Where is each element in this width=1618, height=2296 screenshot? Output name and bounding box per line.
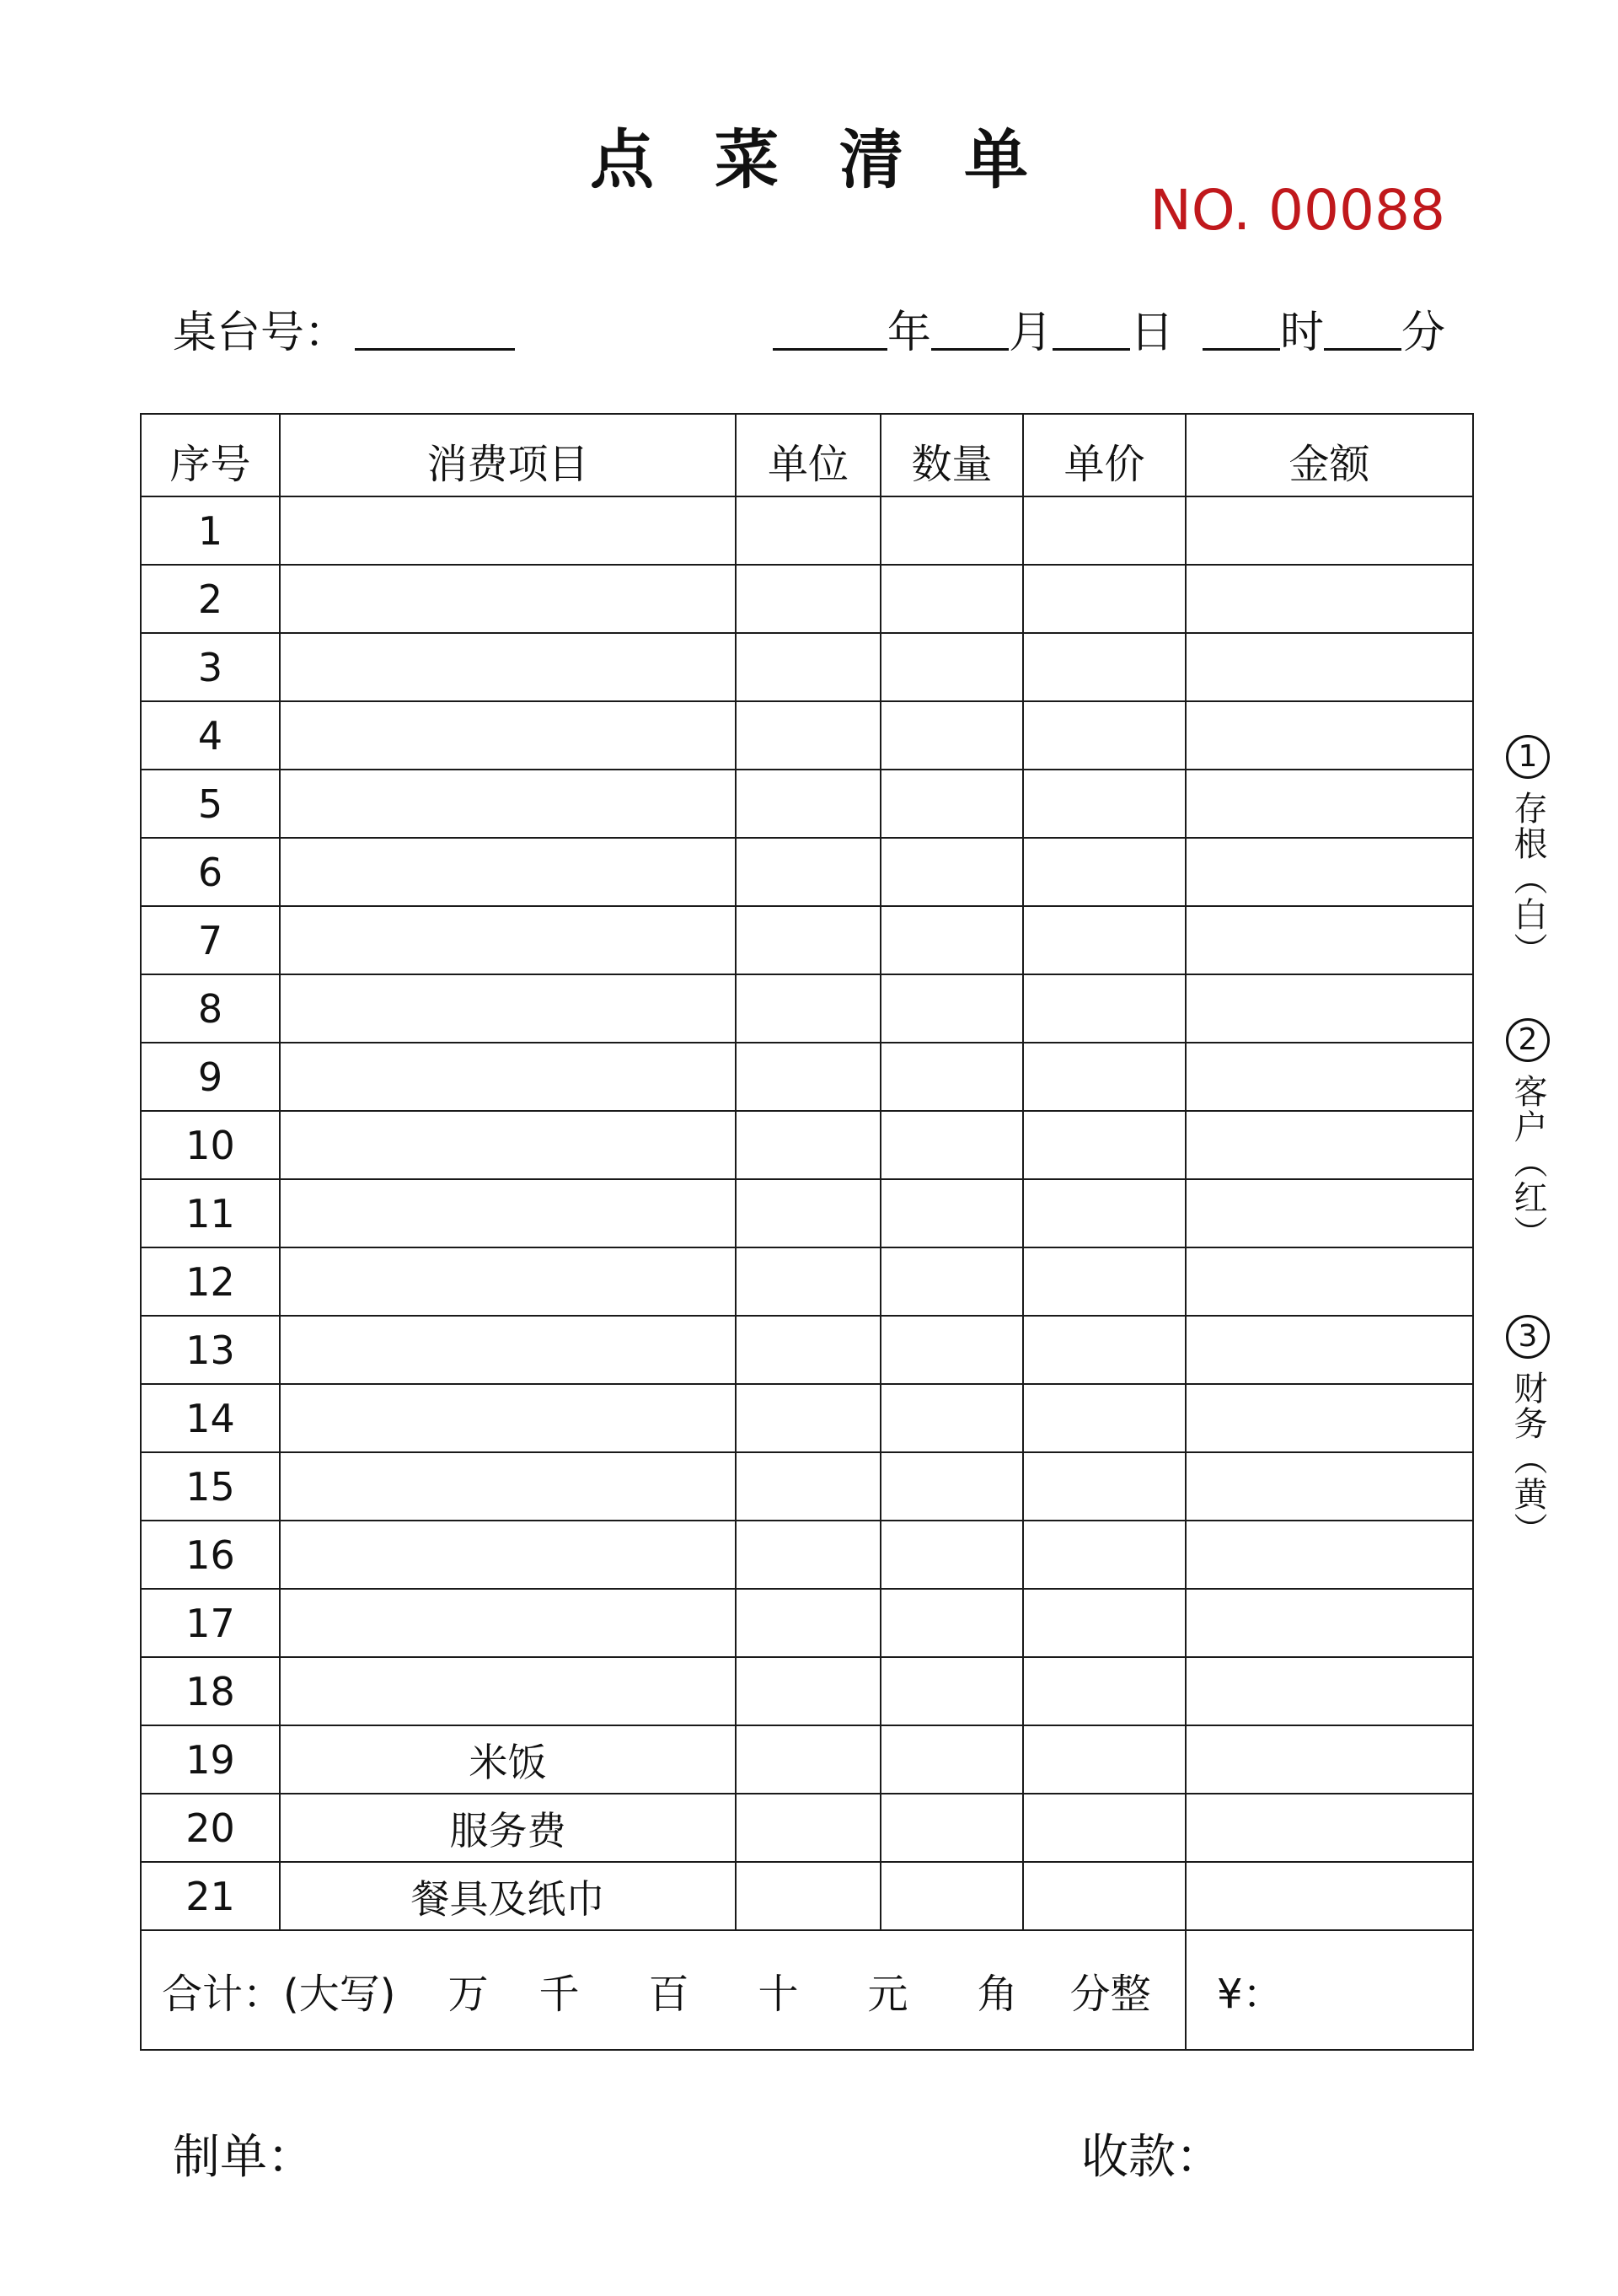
day-unit: 日 (1129, 308, 1174, 358)
price-cell[interactable] (1023, 1111, 1186, 1179)
table-row (141, 1179, 1473, 1247)
quantity-cell[interactable] (881, 1111, 1023, 1179)
no-cell: 17 (141, 1589, 280, 1657)
table-row (141, 1043, 1473, 1111)
table-row (141, 1521, 1473, 1589)
minute-blank[interactable] (1324, 301, 1401, 351)
unit-cell[interactable] (736, 565, 881, 633)
price-cell[interactable] (1023, 1384, 1186, 1452)
quantity-cell[interactable] (881, 770, 1023, 838)
unit-cell[interactable] (736, 838, 881, 906)
item-cell[interactable] (280, 1452, 736, 1521)
table-row (141, 1794, 1473, 1862)
unit-cell[interactable] (736, 496, 881, 565)
no-cell: 4 (141, 701, 280, 770)
table-row (141, 906, 1473, 974)
amount-cell[interactable] (1186, 496, 1473, 565)
quantity-cell[interactable] (881, 906, 1023, 974)
unit-cell[interactable] (736, 701, 881, 770)
table-number-blank[interactable] (355, 301, 515, 351)
item-cell[interactable] (280, 770, 736, 838)
column-header-item: 消费项目 (280, 414, 736, 496)
quantity-cell[interactable] (881, 1794, 1023, 1862)
no-cell: 7 (141, 906, 280, 974)
unit-bai: 百 (648, 1970, 689, 2018)
price-cell[interactable] (1023, 1725, 1186, 1794)
price-cell[interactable] (1023, 1794, 1186, 1862)
column-header-price: 单价 (1023, 414, 1186, 496)
amount-cell[interactable] (1186, 1521, 1473, 1589)
column-header-unit: 单位 (736, 414, 881, 496)
amount-cell[interactable] (1186, 1111, 1473, 1179)
copy-2-number: 2 (1506, 1018, 1550, 1062)
item-cell[interactable]: 服务费 (280, 1794, 736, 1862)
no-cell: 1 (141, 496, 280, 565)
item-cell[interactable] (280, 1384, 736, 1452)
column-header-no: 序号 (141, 414, 280, 496)
year-blank[interactable] (773, 301, 887, 351)
table-row (141, 565, 1473, 633)
table-row (141, 1452, 1473, 1521)
unit-jiao: 角 (977, 1970, 1018, 2018)
price-cell[interactable] (1023, 1316, 1186, 1384)
order-table (140, 413, 1474, 2051)
amount-cell[interactable] (1186, 1725, 1473, 1794)
quantity-cell[interactable] (881, 1316, 1023, 1384)
table-row (141, 770, 1473, 838)
unit-cell[interactable] (736, 633, 881, 701)
table-row (141, 633, 1473, 701)
unit-cell[interactable] (736, 1316, 881, 1384)
table-number-label: 桌台号： (173, 308, 349, 358)
hour-unit: 时 (1279, 308, 1324, 358)
no-cell: 20 (141, 1794, 280, 1862)
table-row (141, 1657, 1473, 1725)
unit-cell[interactable] (736, 1794, 881, 1862)
amount-cell[interactable] (1186, 1452, 1473, 1521)
quantity-cell[interactable] (881, 496, 1023, 565)
quantity-cell[interactable] (881, 701, 1023, 770)
price-cell[interactable] (1023, 633, 1186, 701)
no-cell: 18 (141, 1657, 280, 1725)
price-cell[interactable] (1023, 974, 1186, 1043)
amount-cell[interactable] (1186, 838, 1473, 906)
unit-shi: 十 (758, 1970, 799, 2018)
unit-qian: 千 (538, 1970, 580, 2018)
copy-1 (1498, 735, 1557, 968)
item-cell[interactable] (280, 838, 736, 906)
unit-cell[interactable] (736, 770, 881, 838)
quantity-cell[interactable] (881, 1179, 1023, 1247)
table-row (141, 1111, 1473, 1179)
table-row (141, 1589, 1473, 1657)
table-row (141, 496, 1473, 565)
amount-cell[interactable] (1186, 1589, 1473, 1657)
total-amount-cell[interactable] (1186, 1930, 1473, 2050)
item-cell[interactable] (280, 496, 736, 565)
year-unit: 年 (887, 308, 931, 358)
item-cell[interactable] (280, 1247, 736, 1316)
table-row (141, 1725, 1473, 1794)
price-cell[interactable] (1023, 838, 1186, 906)
table-row (141, 1384, 1473, 1452)
price-cell[interactable] (1023, 1043, 1186, 1111)
quantity-cell[interactable] (881, 1384, 1023, 1452)
item-cell[interactable] (280, 1043, 736, 1111)
price-cell[interactable] (1023, 496, 1186, 565)
quantity-cell[interactable] (881, 1725, 1023, 1794)
quantity-cell[interactable] (881, 633, 1023, 701)
price-cell[interactable] (1023, 1452, 1186, 1521)
amount-cell[interactable] (1186, 770, 1473, 838)
quantity-cell[interactable] (881, 565, 1023, 633)
amount-cell[interactable] (1186, 906, 1473, 974)
quantity-cell[interactable] (881, 1589, 1023, 1657)
unit-cell[interactable] (736, 1862, 881, 1930)
item-cell[interactable] (280, 1179, 736, 1247)
table-header-row (141, 414, 1473, 496)
quantity-cell[interactable] (881, 838, 1023, 906)
price-cell[interactable] (1023, 770, 1186, 838)
unit-cell[interactable] (736, 1043, 881, 1111)
table-row (141, 701, 1473, 770)
minute-unit: 分 (1401, 308, 1445, 358)
no-cell: 11 (141, 1179, 280, 1247)
unit-cell[interactable] (736, 1657, 881, 1725)
price-cell[interactable] (1023, 1589, 1186, 1657)
amount-cell[interactable] (1186, 1316, 1473, 1384)
no-cell: 13 (141, 1316, 280, 1384)
quantity-cell[interactable] (881, 1521, 1023, 1589)
unit-cell[interactable] (736, 974, 881, 1043)
yen-label: ¥： (1217, 1970, 1283, 2018)
item-cell[interactable] (280, 1521, 736, 1589)
no-cell: 10 (141, 1111, 280, 1179)
amount-cell[interactable] (1186, 1179, 1473, 1247)
table-row (141, 974, 1473, 1043)
unit-cell[interactable] (736, 1452, 881, 1521)
item-cell[interactable] (280, 1589, 736, 1657)
table-row (141, 1316, 1473, 1384)
copy-3-number: 3 (1506, 1315, 1550, 1359)
price-cell[interactable] (1023, 701, 1186, 770)
table-number-field (173, 299, 515, 367)
price-cell[interactable] (1023, 906, 1186, 974)
hour-blank[interactable] (1203, 301, 1280, 351)
unit-cell[interactable] (736, 1725, 881, 1794)
unit-fen-zheng: 分整 (1069, 1970, 1151, 2018)
copy-1-label: 存根（白） (1508, 791, 1547, 968)
quantity-cell[interactable] (881, 1452, 1023, 1521)
amount-cell[interactable] (1186, 565, 1473, 633)
maker-label: 制单： (173, 2130, 314, 2185)
day-blank[interactable] (1053, 301, 1130, 351)
item-cell[interactable] (280, 1657, 736, 1725)
quantity-cell[interactable] (881, 1862, 1023, 1930)
unit-cell[interactable] (736, 1247, 881, 1316)
quantity-cell[interactable] (881, 1043, 1023, 1111)
item-cell[interactable] (280, 906, 736, 974)
price-cell[interactable] (1023, 1179, 1186, 1247)
copy-2-label: 客户（红） (1508, 1074, 1547, 1251)
unit-cell[interactable] (736, 1111, 881, 1179)
no-cell: 21 (141, 1862, 280, 1930)
price-cell[interactable] (1023, 1862, 1186, 1930)
unit-cell[interactable] (736, 1179, 881, 1247)
unit-cell[interactable] (736, 906, 881, 974)
item-cell[interactable] (280, 1111, 736, 1179)
quantity-cell[interactable] (881, 974, 1023, 1043)
price-cell[interactable] (1023, 1521, 1186, 1589)
no-cell: 16 (141, 1521, 280, 1589)
amount-cell[interactable] (1186, 1384, 1473, 1452)
unit-wan: 万 (447, 1970, 489, 2018)
no-cell: 9 (141, 1043, 280, 1111)
no-cell: 15 (141, 1452, 280, 1521)
date-time-field (773, 299, 1445, 367)
month-unit: 月 (1008, 308, 1053, 358)
no-cell: 8 (141, 974, 280, 1043)
item-cell[interactable]: 餐具及纸巾 (280, 1862, 736, 1930)
month-blank[interactable] (931, 301, 1009, 351)
item-cell[interactable] (280, 974, 736, 1043)
item-cell[interactable] (280, 633, 736, 701)
cashier-label: 收款： (1081, 2130, 1223, 2185)
amount-cell[interactable] (1186, 1043, 1473, 1111)
item-cell[interactable] (280, 1316, 736, 1384)
price-cell[interactable] (1023, 565, 1186, 633)
unit-cell[interactable] (736, 1521, 881, 1589)
amount-cell[interactable] (1186, 1862, 1473, 1930)
no-cell: 5 (141, 770, 280, 838)
copy-2 (1498, 1018, 1557, 1251)
amount-cell[interactable] (1186, 701, 1473, 770)
amount-cell[interactable] (1186, 1657, 1473, 1725)
table-row (141, 838, 1473, 906)
item-cell[interactable] (280, 565, 736, 633)
quantity-cell[interactable] (881, 1657, 1023, 1725)
no-cell: 3 (141, 633, 280, 701)
price-cell[interactable] (1023, 1247, 1186, 1316)
serial-number: NO. 00088 (1149, 178, 1445, 243)
copy-1-number: 1 (1506, 735, 1550, 779)
unit-cell[interactable] (736, 1589, 881, 1657)
copy-3 (1498, 1315, 1557, 1548)
amount-cell[interactable] (1186, 1247, 1473, 1316)
quantity-cell[interactable] (881, 1247, 1023, 1316)
column-header-quantity: 数量 (881, 414, 1023, 496)
column-header-amount: 金额 (1186, 414, 1473, 496)
form-title: 点菜清单 (590, 122, 1089, 197)
no-cell: 19 (141, 1725, 280, 1794)
item-cell[interactable] (280, 701, 736, 770)
no-cell: 6 (141, 838, 280, 906)
no-cell: 2 (141, 565, 280, 633)
unit-yuan: 元 (867, 1970, 908, 2018)
no-cell: 12 (141, 1247, 280, 1316)
copy-3-label: 财务（黄） (1508, 1371, 1547, 1548)
table-row (141, 1247, 1473, 1316)
total-label: 合计：(大写) (162, 1970, 396, 2018)
total-row (141, 1930, 1473, 2050)
item-cell[interactable]: 米饭 (280, 1725, 736, 1794)
amount-cell[interactable] (1186, 1794, 1473, 1862)
no-cell: 14 (141, 1384, 280, 1452)
amount-cell[interactable] (1186, 633, 1473, 701)
amount-cell[interactable] (1186, 974, 1473, 1043)
unit-cell[interactable] (736, 1384, 881, 1452)
total-in-words-cell[interactable] (141, 1930, 1186, 2050)
table-row (141, 1862, 1473, 1930)
price-cell[interactable] (1023, 1657, 1186, 1725)
